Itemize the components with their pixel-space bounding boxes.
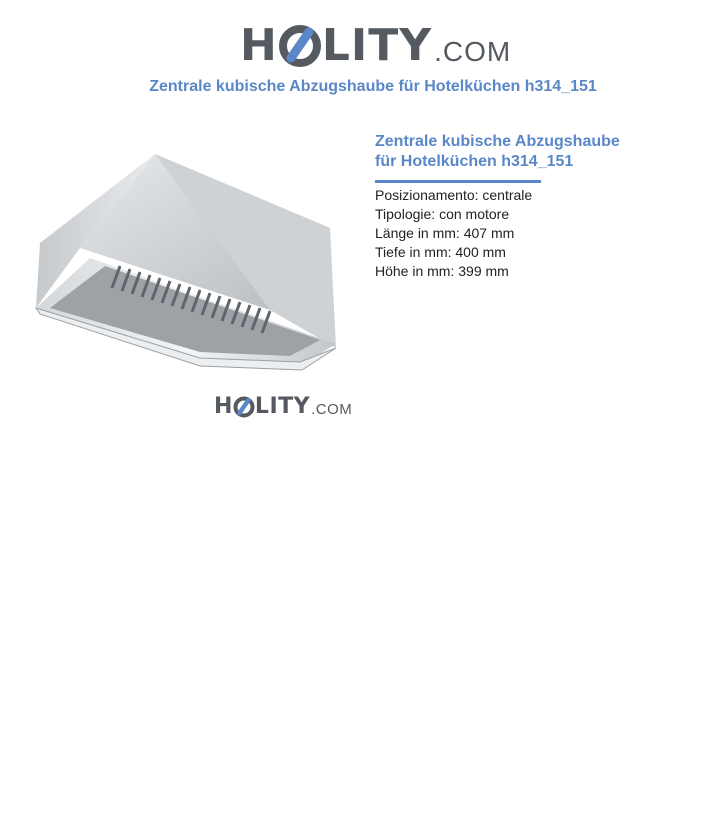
- product-image: [30, 148, 340, 378]
- spec-length: Länge in mm: 407 mm: [375, 225, 515, 241]
- product-title: Zentrale kubische Abzugshaube für Hotelküchen h314_151: [375, 133, 620, 170]
- spec-type: Tipologie: con motore: [375, 206, 510, 222]
- spec-height: Höhe in mm: 399 mm: [375, 263, 509, 279]
- logo-suffix: .COM: [434, 36, 512, 67]
- holity-o-icon: [233, 396, 255, 418]
- product-image-logo: [214, 396, 352, 418]
- page-title: Zentrale kubische Abzugshaube für Hotelküchen h314_151: [149, 78, 597, 95]
- site-logo[interactable]: [240, 12, 512, 71]
- spec-positioning: Posizionamento: centrale: [375, 187, 533, 203]
- holity-o-icon: [278, 24, 322, 68]
- logo-letter-h: H: [214, 394, 233, 419]
- logo-suffix: .COM: [311, 401, 353, 418]
- logo-letters-lity: LITY: [254, 394, 311, 419]
- spec-depth: Tiefe in mm: 400 mm: [375, 244, 506, 260]
- divider: [375, 180, 541, 183]
- product-info: [375, 132, 675, 281]
- logo-letter-h: H: [240, 20, 278, 71]
- logo-letters-lity: LITY: [321, 20, 433, 71]
